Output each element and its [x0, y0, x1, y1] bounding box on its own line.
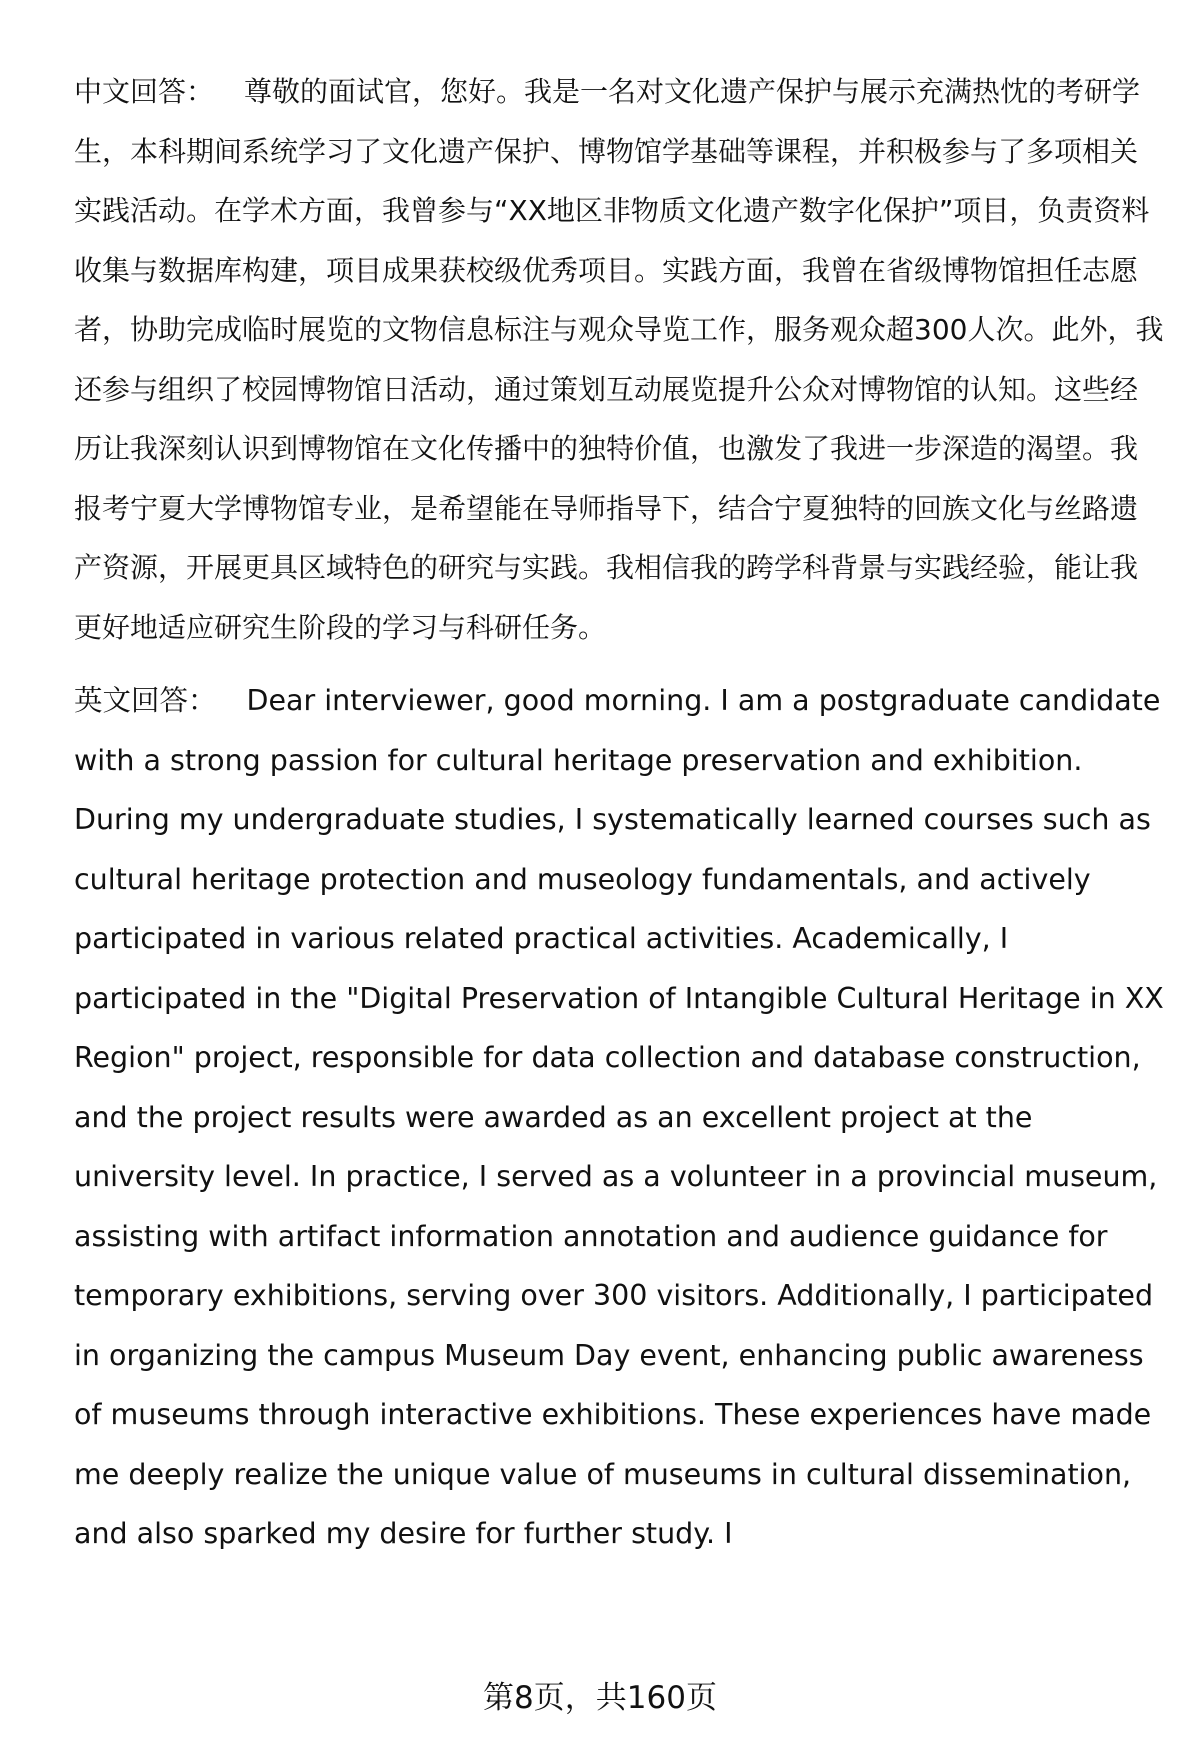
document-body	[74, 62, 1164, 1578]
chinese-answer-text: 尊敬的面试官，您好。我是一名对文化遗产保护与展示充满热忱的考研学生，本科期间系统学习了文化遗产保护、博物馆学基础等课程，并积极参与了多项相关实践活动。在学术方面，我曾参与“XX地区非物质文化遗产数字化保护”项目，负责资料收集与数据库构建，项目成果获校级优秀项目。实践方面，我曾在省级博物馆担任志愿者，协助完成临时展览的文物信息标注与观众导览工作，服务观众超300人次。此外，我还参与组织了校园博物馆日活动，通过策划互动展览提升公众对博物馆的认知。这些经历让我深刻认识到博物馆在文化传播中的独特价值，也激发了我进一步深造的渴望。我报考宁夏大学博物馆专业，是希望能在导师指导下，结合宁夏独特的回族文化与丝路遗产资源，开展更具区域特色的研究与实践。我相信我的跨学科背景与实践经验，能让我更好地适应研究生阶段的学习与科研任务。	[74, 75, 1164, 644]
page-number-footer: 第8页，共160页	[483, 1680, 717, 1716]
english-answer-label: 英文回答：	[74, 684, 217, 717]
english-answer-text: Dear interviewer, good morning. I am a postgraduate candidate with a strong passion for cultural heritage preservation and exhibition. During my undergraduate studies, I systematically learned courses such as cultural heritage protection and museology fundamentals, and actively participated in various related practical activities. Academically, I participated in the "Digital Preservation of Intangible Cultural Heritage in XX Region" project, responsible for data collection and database construction, and the project results were awarded as an excellent project at the university level. In practice, I served as a volunteer in a provincial museum, assisting with artifact information annotation and audience guidance for temporary exhibitions, serving over 300 visitors. Additionally, I participated in organizing the campus Museum Day event, enhancing public awareness of museums through interactive exhibitions. These experiences have made me deeply realize the unique value of museums in cultural dissemination, and also sparked my desire for further study. I	[74, 684, 1164, 1550]
chinese-answer-label: 中文回答：	[74, 75, 215, 108]
english-answer-paragraph	[74, 671, 1164, 1564]
chinese-answer-paragraph	[74, 62, 1164, 657]
